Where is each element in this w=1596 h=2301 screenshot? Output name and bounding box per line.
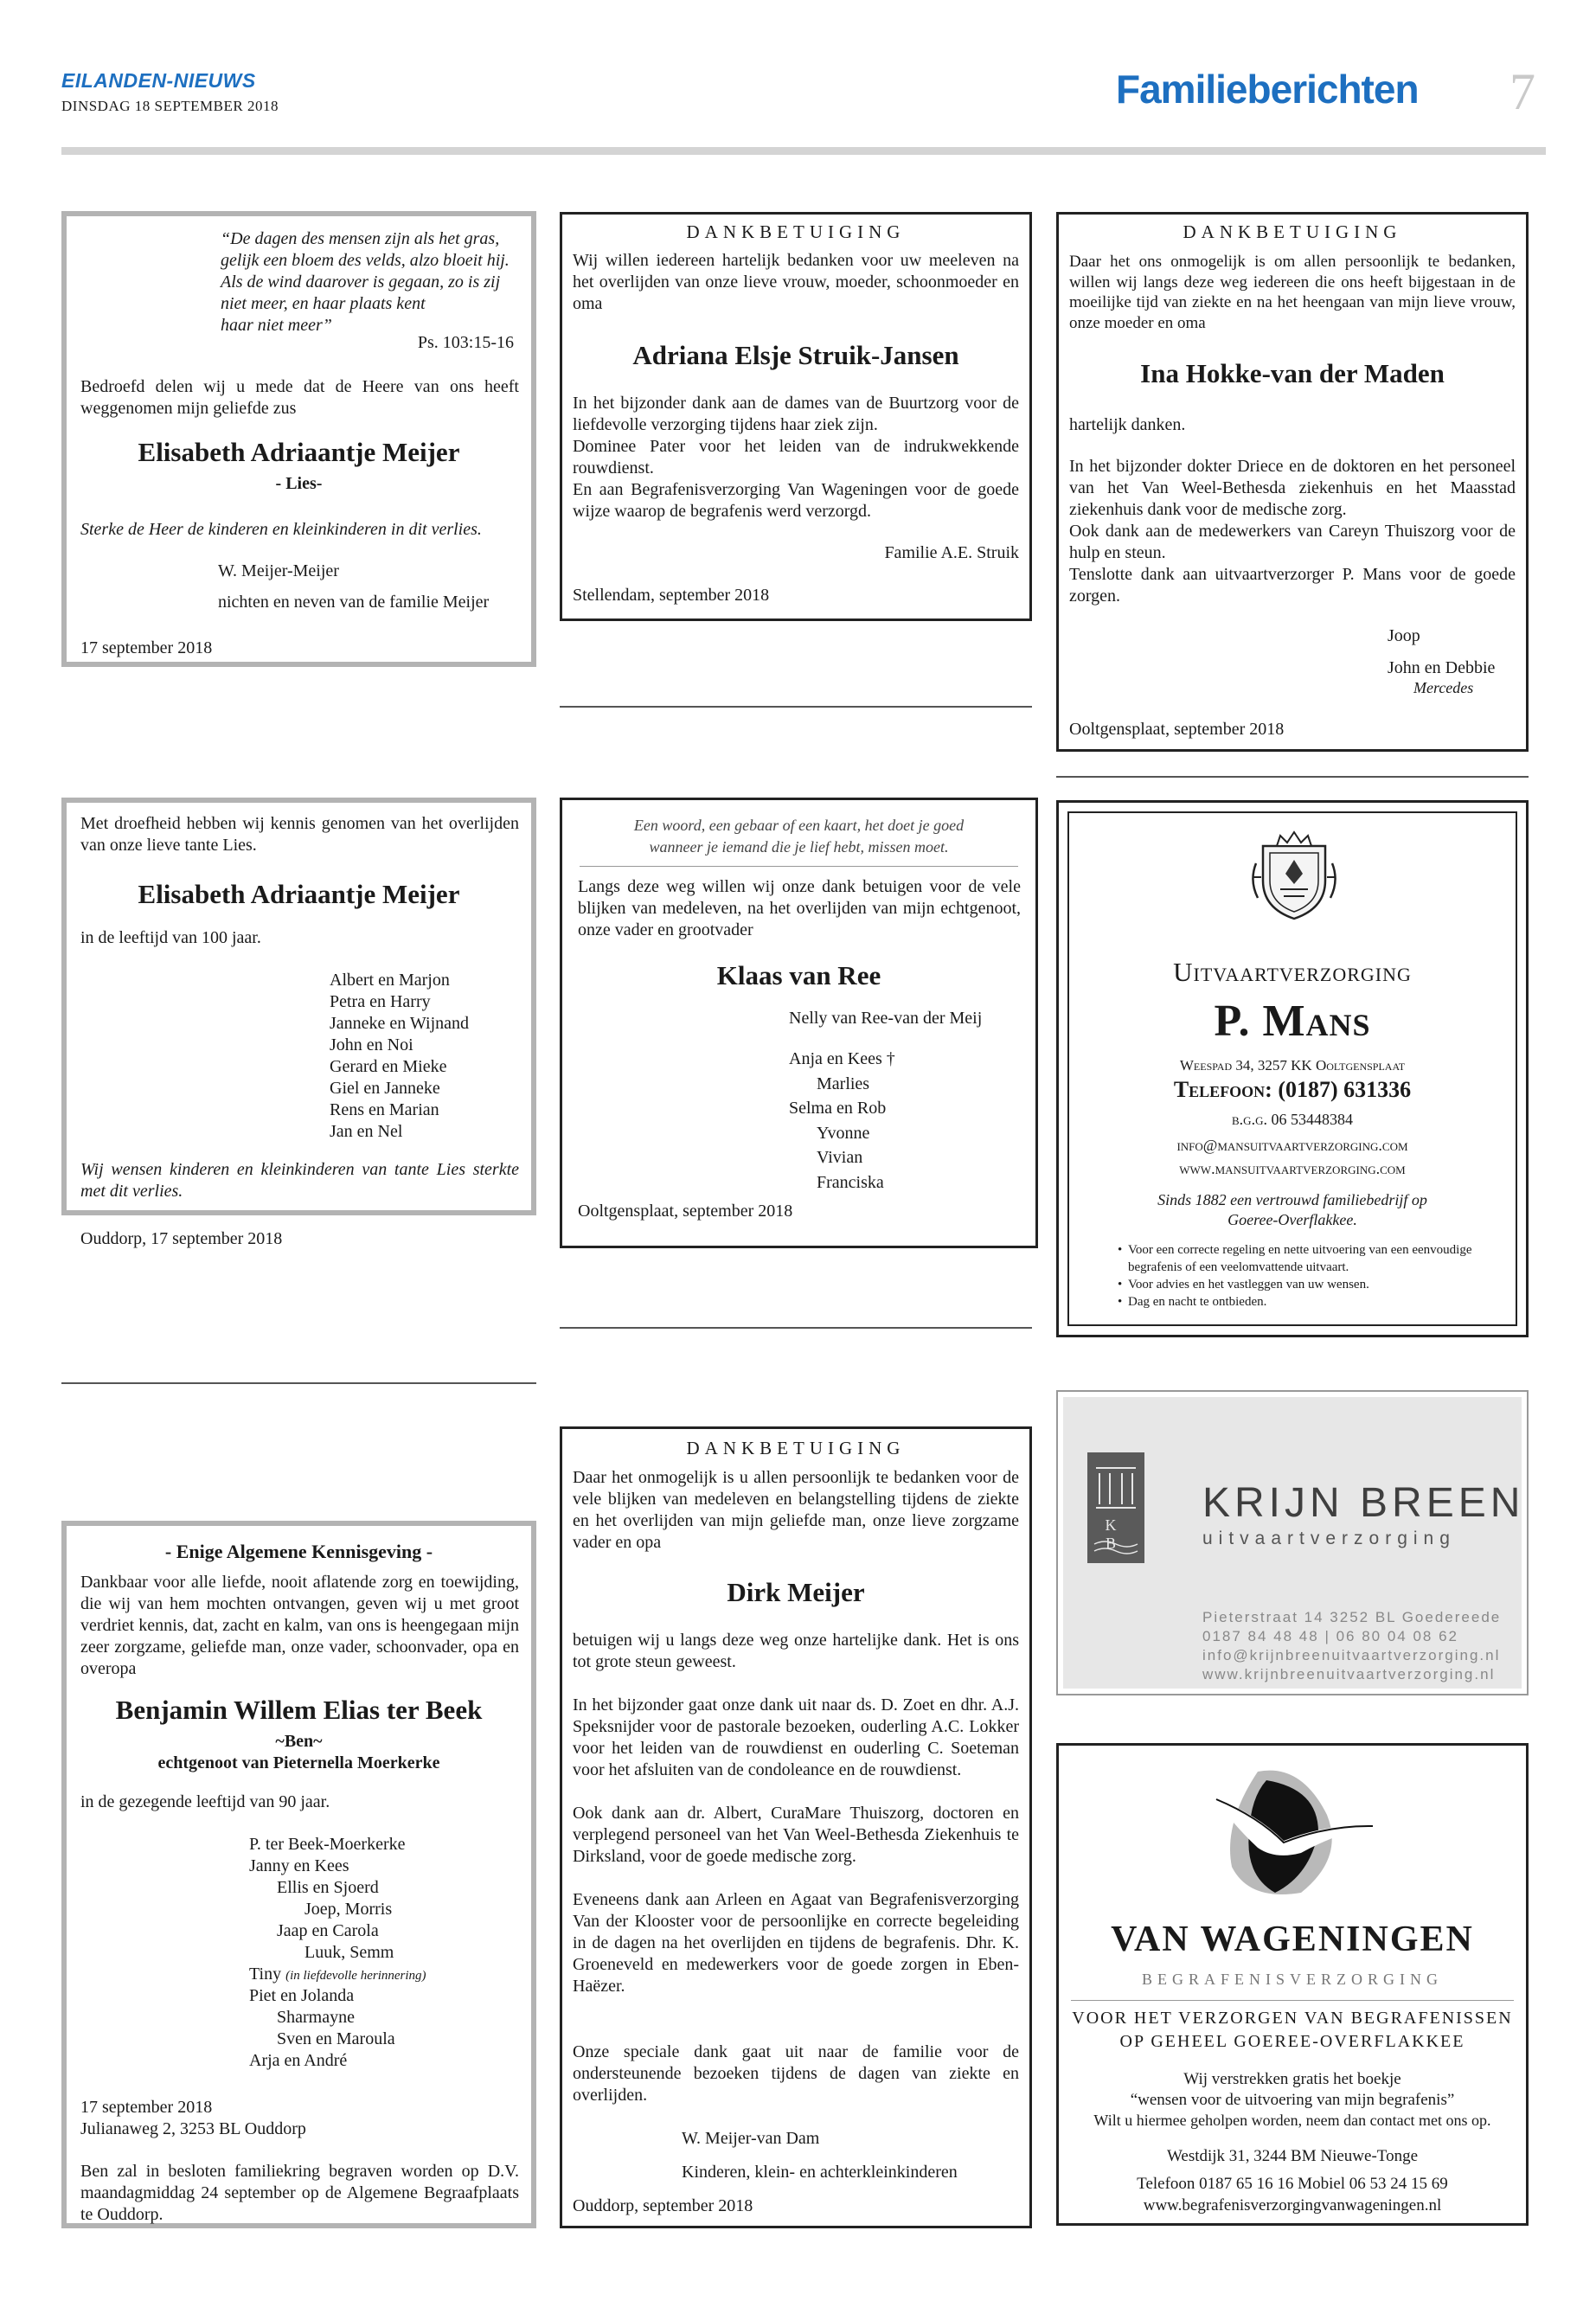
intro-text: Langs deze weg willen wij onze dank betuigen voor de vele blijken van medeleven, na het overlijden van mijn echtgenoot, onze vader en grootvader	[578, 877, 1021, 939]
nickname: ~Ben~	[275, 1732, 323, 1751]
family-member: Albert en Marjon	[330, 971, 450, 990]
bird-logo-icon	[1197, 1763, 1379, 1901]
family-member: Sharmayne	[277, 2008, 355, 2027]
place-date: Ouddorp, 17 september 2018	[80, 1229, 283, 1248]
family-member: Anja en Kees †	[789, 1049, 895, 1068]
signature: W. Meijer-Meijer	[218, 561, 339, 580]
ad-van-wageningen	[1056, 1743, 1529, 2226]
company-type: uitvaartverzorging	[1202, 1529, 1456, 1548]
ad-p-mans	[1056, 800, 1529, 1337]
newspaper-brand: EILANDEN-NIEUWS	[61, 69, 256, 92]
tagline: VOOR HET VERZORGEN VAN BEGRAFENISSEN	[1072, 2009, 1513, 2028]
company-type: BEGRAFENISVERZORGING	[1141, 1971, 1443, 1988]
company-name: KRIJN BREEN	[1202, 1480, 1525, 1526]
family-member	[249, 1964, 526, 1985]
company-address: Westdijk 31, 3244 BM Nieuwe-Tonge	[1166, 2147, 1419, 2165]
signature: Kinderen, klein- en achterkleinkinderen	[682, 2163, 958, 2182]
body-text: Onze speciale dank gaat uit naar de familie voor de ondersteunende bezoeken tijdens de dagen van ziekte en overlijden.	[573, 2042, 1019, 2105]
bullet-icon: •	[1118, 1295, 1123, 1309]
body-text: Eveneens dank aan Arleen en Agaat van Begrafenisverzorging Van der Klooster voor de persoonlijke en correcte begeleiding in de dagen na het overlijden en tijdens de begrafenis. Dhr. K. Groeneveld en medewerkers voor de goede zorgen in Eben-Haëzer.	[573, 1890, 1019, 1996]
family-member: Sven en Maroula	[277, 2029, 395, 2048]
place-date: Ooltgensplaat, september 2018	[578, 1202, 793, 1221]
signature: Familie A.E. Struik	[884, 543, 1019, 562]
thanks-text: hartelijk danken.	[1069, 415, 1186, 434]
family-member: Gerard en Mieke	[330, 1057, 447, 1076]
family-member: Joep, Morris	[304, 1900, 393, 1919]
family-member: P. ter Beek-Moerkerke	[249, 1835, 406, 1854]
wish-text: Sterke de Heer de kinderen en kleinkinderen in dit verlies.	[80, 520, 482, 539]
heading: DANKBETUIGING	[1183, 221, 1402, 242]
body-text: In het bijzonder dokter Driece en de doktoren en het personeel van het Van Weel-Bethesda ziekenhuis en het Maasstad ziekenhuis dank voor de medische zorg.	[1069, 457, 1516, 519]
quote-line: Een woord, een gebaar of een kaart, het doet je goed	[633, 817, 965, 834]
family-member: Rens en Marian	[330, 1100, 439, 1119]
signature: Mercedes	[1413, 679, 1474, 696]
signature: nichten en neven van de familie Meijer	[218, 593, 490, 612]
service-list	[1118, 1241, 1481, 1311]
family-member: Luuk, Semm	[304, 1943, 394, 1962]
intro-text: Bedroefd delen wij u mede dat de Heere van ons heeft weggenomen mijn geliefde zus	[80, 377, 519, 418]
quote-line: haar niet meer”	[221, 316, 332, 335]
thanks-dirk-meijer	[560, 1426, 1032, 2228]
heading: DANKBETUIGING	[686, 1438, 906, 1458]
notice-meijer-sister	[61, 211, 536, 667]
intro-text: Wij willen iedereen hartelijk bedanken voor uw meeleven na het overlijden van onze lieve vrouw, moeder, schoonmoeder en oma	[573, 251, 1019, 313]
family-member: Jaap en Carola	[277, 1921, 379, 1940]
body-text: In het bijzonder dank aan de dames van de Buurtzorg voor de liefdevolle verzorging tijdens haar ziek zijn.	[573, 394, 1019, 434]
service-text: Voor een correcte regeling en nette uitvoering van een eenvoudige begrafenis of een veelomvattende uitvaart.	[1128, 1243, 1472, 1274]
place-date: Ouddorp, september 2018	[573, 2196, 753, 2215]
tagline: OP GEHEEL GOEREE-OVERFLAKKEE	[1119, 2032, 1465, 2051]
intro-text: Daar het ons onmogelijk is om allen persoonlijk te bedanken, willen wij langs deze weg iedereen die ons heeft bijgestaan in de moeilijke tijd van ziekte en na het heengaan van mijn lieve vrouw, onze moeder en oma	[1069, 253, 1516, 332]
page-number: 7	[1509, 63, 1535, 120]
deceased-name: Dirk Meijer	[727, 1577, 865, 1607]
body-text: En aan Begrafenisverzorging Van Wageningen voor de goede wijze waarop de begrafenis werd verzorgd.	[573, 480, 1019, 521]
offer-text: Wilt u hiermee geholpen worden, neem dan contact met ons op.	[1093, 2112, 1491, 2129]
company-name: VAN WAGENINGEN	[1111, 1920, 1474, 1959]
quote-line: niet meer, en haar plaats kent	[221, 294, 426, 313]
family-member: Ellis en Sjoerd	[277, 1878, 379, 1897]
intro-text: Met droefheid hebben wij kennis genomen van het overlijden van onze lieve tante Lies.	[80, 814, 519, 855]
deceased-name: Elisabeth Adriaantje Meijer	[138, 879, 460, 909]
heading: - Enige Algemene Kennisgeving -	[164, 1541, 433, 1562]
family-member: Yvonne	[817, 1123, 870, 1143]
bullet-icon: •	[1118, 1243, 1123, 1257]
divider	[560, 1327, 1032, 1329]
service-text: Dag en nacht te ontbieden.	[1128, 1295, 1267, 1309]
family-member: Selma en Rob	[789, 1099, 887, 1118]
logo-letters: K B	[1105, 1516, 1127, 1552]
company-website[interactable]: www.krijnbreenuitvaartverzorging.nl	[1202, 1666, 1496, 1682]
quote-line: Als de wind daarover is gegaan, zo is zij	[221, 272, 501, 292]
body-text: Dominee Pater voor het leiden van de indrukwekkende rouwdienst.	[573, 437, 1019, 478]
deceased-name: Klaas van Ree	[716, 960, 881, 990]
quote-line: “De dagen des mensen zijn als het gras,	[221, 229, 500, 248]
family-member: Vivian	[817, 1148, 863, 1167]
body-text: In het bijzonder gaat onze dank uit naar ds. D. Zoet en dhr. A.J. Speksnijder voor de pastorale bezoeken, ouderling A.C. Lokker voor het leiden van de rouwdienst en ouderling C. Soeteman voor het afsluiten van de condoleance en de rouwdienst.	[573, 1695, 1019, 1779]
divider	[1056, 776, 1529, 778]
family-member: Piet en Jolanda	[249, 1986, 355, 2005]
body-text: Ook dank aan de medewerkers van Careyn Thuiszorg voor de hulp en steun.	[1069, 522, 1516, 562]
company-email[interactable]: info@krijnbreenuitvaartverzorging.nl	[1202, 1647, 1501, 1663]
divider	[61, 1382, 536, 1384]
signature: John en Debbie	[1388, 658, 1496, 677]
family-member: John en Noi	[330, 1035, 413, 1054]
company-type: Uitvaartverzorging	[1173, 957, 1412, 987]
family-member: Giel en Janneke	[330, 1079, 440, 1098]
notice-date: 17 september 2018	[80, 638, 213, 657]
quote-line: gelijk een bloem des velds, alzo bloeit hij.	[221, 251, 510, 270]
quote	[221, 228, 519, 336]
deceased-name: Benjamin Willem Elias ter Beek	[115, 1695, 483, 1725]
body-text: Tenslotte dank aan uitvaartverzorger P. Mans voor de goede zorgen.	[1069, 565, 1516, 606]
signature: W. Meijer-van Dam	[682, 2129, 820, 2148]
company-slogan: Sinds 1882 een vertrouwd familiebedrijf op	[1157, 1191, 1427, 1208]
family-list	[789, 1047, 1014, 1195]
service-item	[1118, 1241, 1481, 1276]
family-member: Janny en Kees	[249, 1856, 349, 1875]
family-member: Marlies	[817, 1074, 870, 1093]
company-slogan: Goeree-Overflakkee.	[1227, 1211, 1357, 1228]
offer-text: Wij verstrekken gratis het boekje	[1183, 2070, 1401, 2088]
nickname: - Lies-	[275, 474, 323, 493]
company-website[interactable]: www.begrafenisverzorgingvanwageningen.nl	[1143, 2196, 1442, 2214]
quote-reference: Ps. 103:15-16	[417, 333, 514, 352]
ad-divider	[1071, 2000, 1514, 2001]
company-phone: Telefoon: (0187) 631336	[1173, 1077, 1412, 1102]
bullet-icon: •	[1118, 1278, 1123, 1292]
funeral-text: Ben zal in besloten familiekring begraven worden op D.V. maandagmiddag 24 september op de Algemene Begraafplaats te Ouddorp.	[80, 2162, 519, 2224]
place-date: Ooltgensplaat, september 2018	[1069, 720, 1285, 739]
notice-ter-beek	[61, 1521, 536, 2228]
company-website[interactable]: www.mansuitvaartverzorging.com	[1179, 1160, 1406, 1177]
thanks-struik-jansen	[560, 212, 1032, 621]
company-phone: 0187 84 48 48 | 06 80 04 08 62	[1202, 1628, 1459, 1644]
company-address: Pieterstraat 14 3252 BL Goedereede	[1202, 1609, 1502, 1625]
issue-date: DINSDAG 18 SEPTEMBER 2018	[61, 98, 279, 114]
body-text: betuigen wij u langs deze weg onze hartelijke dank. Het is ons tot grote steun geweest.	[573, 1631, 1019, 1671]
signature: Nelly van Ree-van der Meij	[789, 1009, 983, 1028]
signature: Joop	[1388, 626, 1420, 645]
heading: DANKBETUIGING	[686, 221, 906, 242]
offer-text: “wensen voor de uitvoering van mijn begrafenis”	[1130, 2091, 1455, 2109]
family-list	[249, 1834, 526, 2072]
company-address: Weespad 34, 3257 KK Ooltgensplaat	[1179, 1057, 1406, 1074]
company-phone: Telefoon 0187 65 16 16 Mobiel 06 53 24 15 69	[1137, 2175, 1448, 2193]
family-member: Petra en Harry	[330, 992, 431, 1011]
deceased-name: Ina Hokke-van der Maden	[1140, 358, 1445, 388]
divider	[560, 706, 1032, 708]
age-text: in de gezegende leeftijd van 90 jaar.	[80, 1792, 330, 1811]
family-member-name: Tiny	[249, 1965, 282, 1984]
deceased-name: Adriana Elsje Struik-Jansen	[632, 340, 959, 370]
section-title: Familieberichten	[1116, 67, 1419, 112]
header-rule	[61, 147, 1546, 155]
family-list	[330, 970, 469, 1143]
service-text: Voor advies en het vastleggen van uw wensen.	[1128, 1278, 1369, 1292]
service-item	[1118, 1293, 1481, 1311]
family-member: Jan en Nel	[330, 1122, 403, 1141]
quote-line: wanneer je iemand die je lief hebt, missen moet.	[649, 838, 949, 856]
company-phone-alt: b.g.g. 06 53448384	[1232, 1111, 1353, 1128]
thanks-hokke	[1056, 212, 1529, 752]
family-member: Arja en André	[249, 2051, 348, 2070]
company-name: P. Mans	[1214, 997, 1371, 1046]
ad-krijn-breen	[1056, 1390, 1529, 1695]
spouse-text: echtgenoot van Pieternella Moerkerke	[157, 1753, 440, 1772]
family-member: Franciska	[817, 1172, 884, 1192]
thanks-van-ree	[560, 798, 1038, 1248]
family-member: Janneke en Wijnand	[330, 1014, 469, 1033]
wish-text: Wij wensen kinderen en kleinkinderen van tante Lies sterkte met dit verlies.	[80, 1160, 519, 1201]
age-text: in de leeftijd van 100 jaar.	[80, 928, 261, 947]
body-text: Ook dank aan dr. Albert, CuraMare Thuiszorg, doctoren en verplegend personeel van het Van Weel-Bethesda Ziekenhuis te Dirksland, voor de goede medische zorg.	[573, 1804, 1019, 1866]
service-item	[1118, 1276, 1481, 1293]
intro-text: Dankbaar voor alle liefde, nooit aflatende zorg en toewijding, die wij van hem mochten ontvangen, geven wij u met groot verdriet kennis, dat, zacht en kalm, van ons is heengegaan mijn zeer zorgzame, geliefde man, onze vader, schoonvader, opa en overopa	[80, 1573, 519, 1678]
notice-date: 17 september 2018	[80, 2098, 213, 2117]
intro-text: Daar het onmogelijk is u allen persoonlijk te bedanken voor de vele blijken van medeleven en belangstelling tijdens de ziekte en het overlijden van mijn geliefde man, onze lieve zorgzame vader en opa	[573, 1468, 1019, 1552]
deceased-name: Elisabeth Adriaantje Meijer	[138, 437, 460, 467]
memorial-note: (in liefdevolle herinnering)	[285, 1969, 426, 1983]
address: Julianaweg 2, 3253 BL Ouddorp	[80, 2119, 306, 2138]
crest-icon	[1246, 829, 1343, 924]
place-date: Stellendam, september 2018	[573, 586, 770, 605]
notice-tante-lies	[61, 798, 536, 1248]
krijn-breen-logo-icon	[1087, 1452, 1144, 1563]
quote-divider	[580, 866, 1018, 867]
company-email[interactable]: info@mansuitvaartverzorging.com	[1176, 1137, 1408, 1154]
